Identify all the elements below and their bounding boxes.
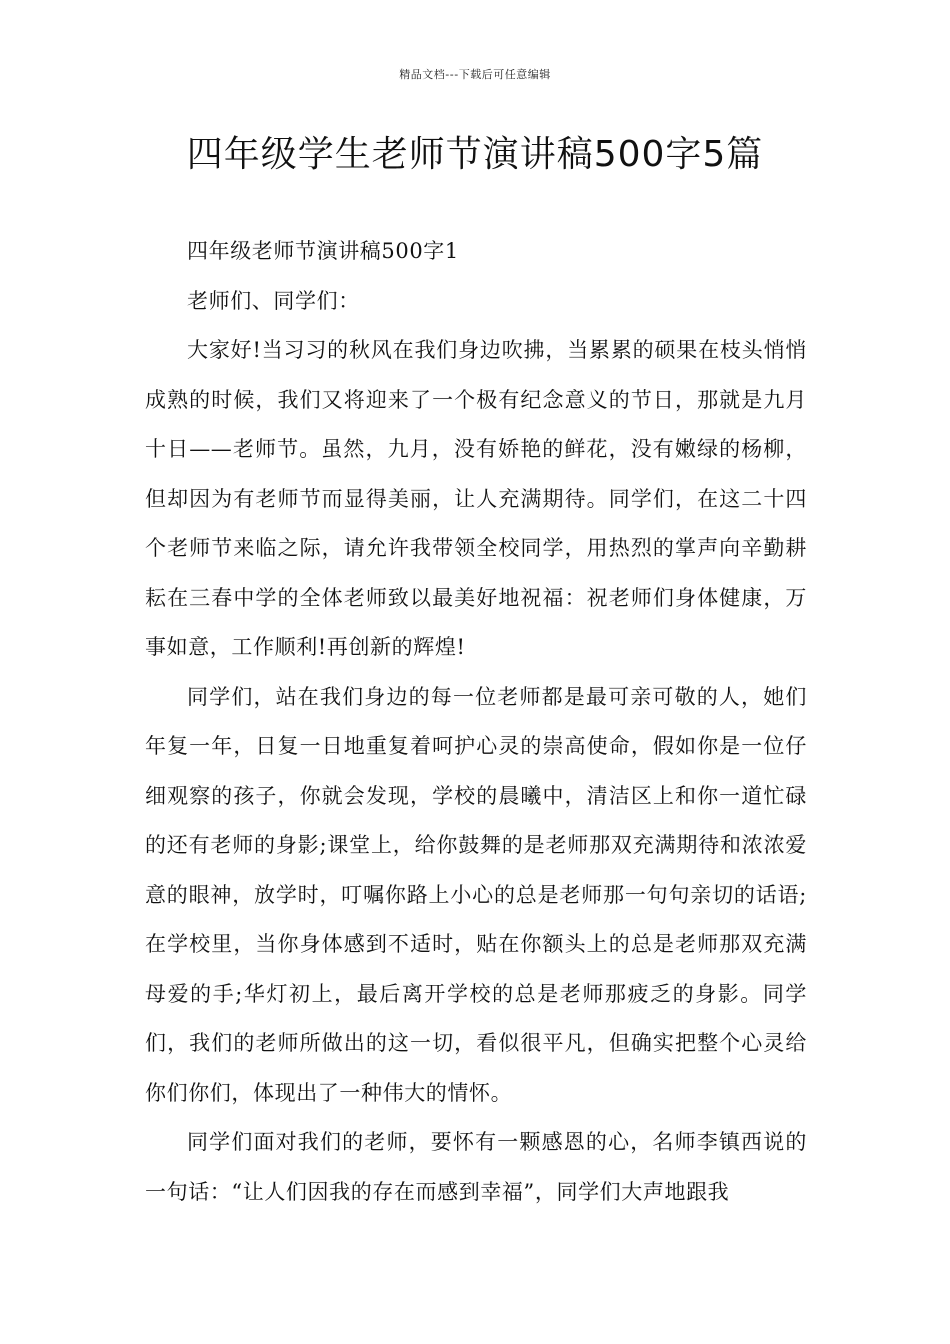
document-body [145, 227, 807, 1217]
salutation: 老师们、同学们： [187, 288, 360, 313]
paragraph: 同学们，站在我们身边的每一位老师都是最可亲可敬的人，她们年复一年，日复一日地重复着呵护心灵的崇高使命，假如你是一位仔细观察的孩子，你就会发现，学校的晨曦中，清洁区上和你一道忙碌的还有老师的身影;课堂上，给你鼓舞的是老师那双充满期待和浓浓爱意的眼神，放学时，叮嘱你路上小心的总是老师那一句句亲切的话语;在学校里，当你身体感到不适时，贴在你额头上的总是老师那双充满母爱的手;华灯初上，最后离开学校的总是老师那疲乏的身影。同学们，我们的老师所做出的这一切，看似很平凡，但确实把整个心灵给你们你们，体现出了一种伟大的情怀。 [145, 684, 807, 1105]
section-heading: 四年级老师节演讲稿500字1 [187, 239, 459, 263]
header-note: 精品文档---下载后可任意编辑 [399, 68, 551, 81]
paragraph: 同学们面对我们的老师，要怀有一颗感恩的心，名师李镇西说的一句话：“让人们因我的存在而感到幸福”，同学们大声地跟我 [145, 1130, 807, 1204]
paragraph: 大家好!当习习的秋风在我们身边吹拂，当累累的硕果在枝头悄悄成熟的时候，我们又将迎来了一个极有纪念意义的节日，那就是九月十日——老师节。虽然，九月，没有娇艳的鲜花，没有嫩绿的杨柳，但却因为有老师节而显得美丽，让人充满期待。同学们，在这二十四个老师节来临之际，请允许我带领全校同学，用热烈的掌声向辛勤耕耘在三春中学的全体老师致以最美好地祝福：祝老师们身体健康，万事如意，工作顺利!再创新的辉煌! [145, 338, 807, 659]
document-title: 四年级学生老师节演讲稿500字5篇 [186, 134, 764, 175]
